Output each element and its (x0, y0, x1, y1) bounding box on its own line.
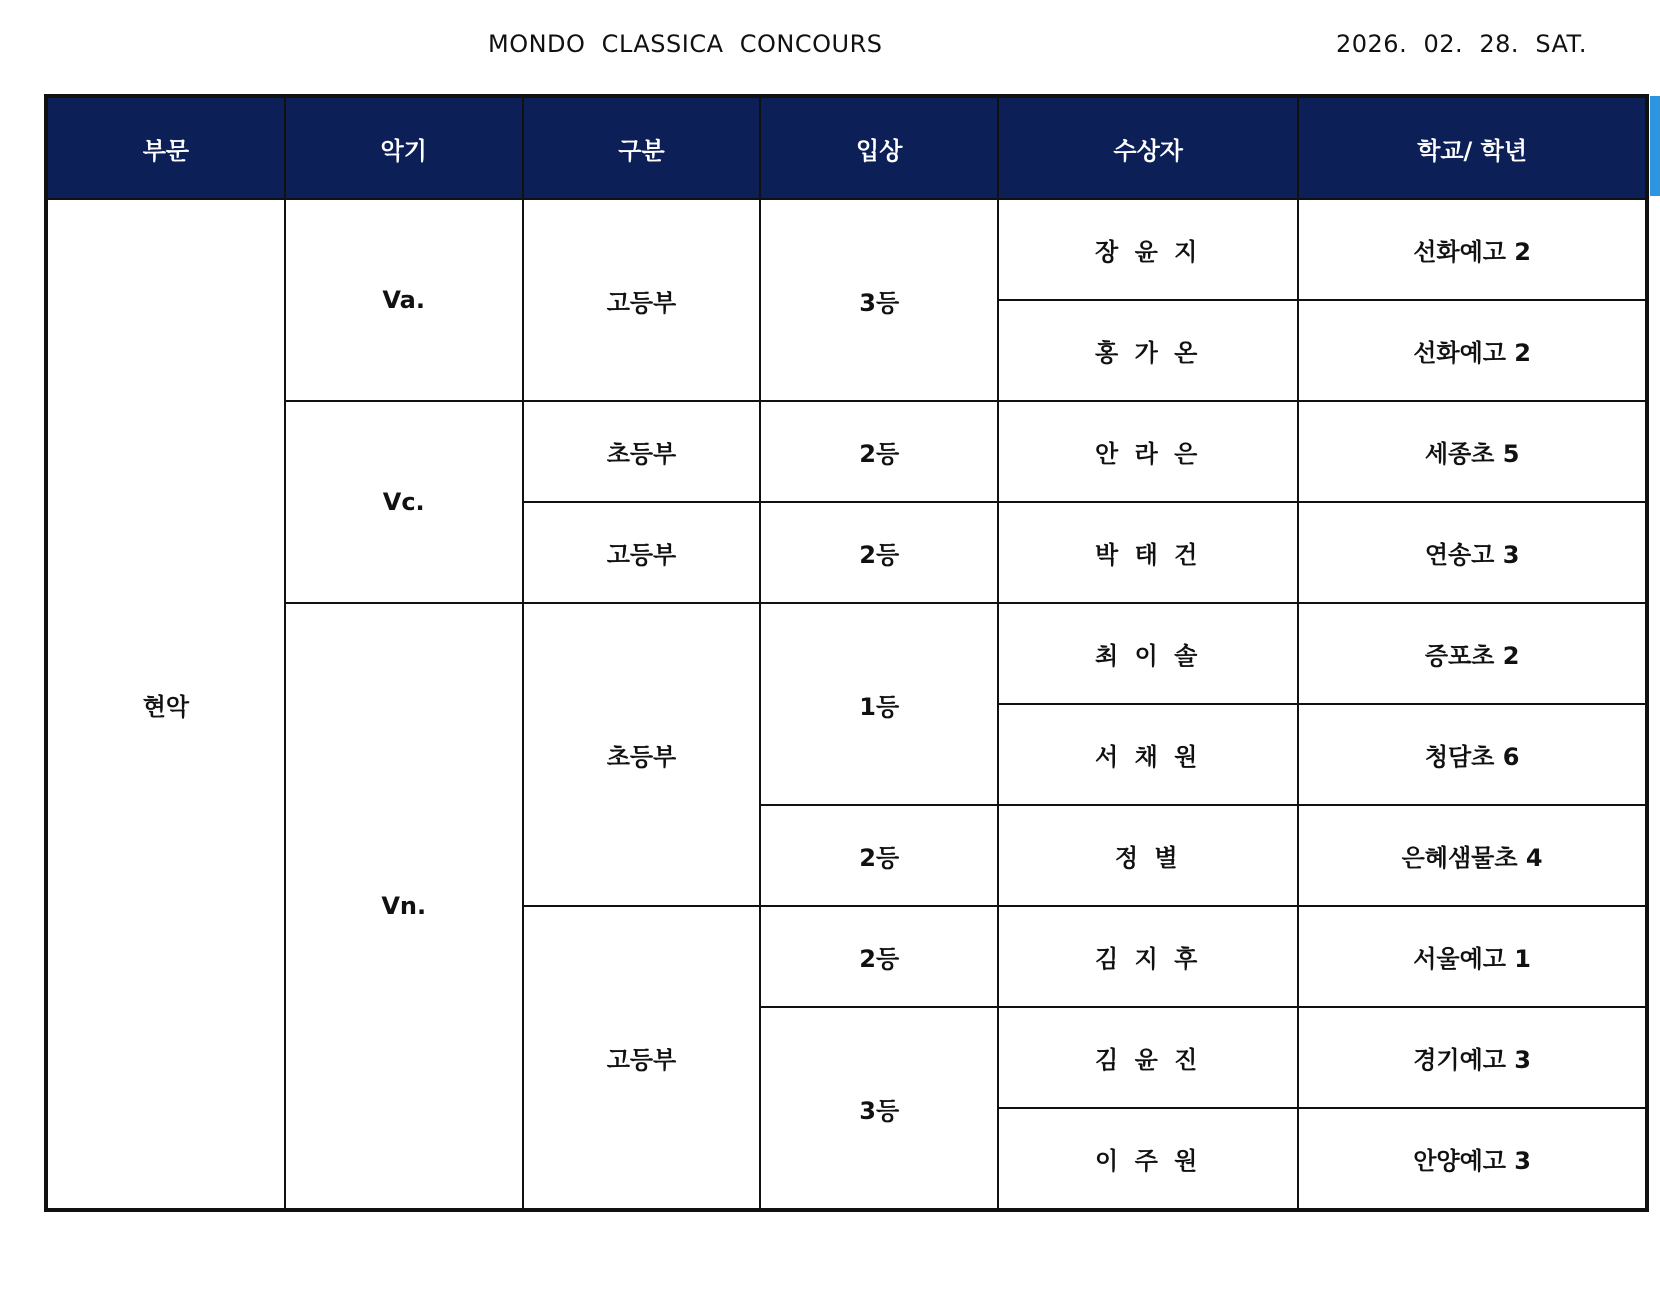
division-cell: 초등부 (523, 603, 761, 906)
event-date: 2026. 02. 28. SAT. (1336, 30, 1587, 58)
winner-cell: 최 이 솔 (998, 603, 1298, 704)
table-header-row (46, 96, 1647, 199)
event-title: MONDO CLASSICA CONCOURS (488, 30, 883, 58)
school-cell: 선화예고 2 (1298, 199, 1647, 300)
division-cell: 고등부 (523, 199, 761, 401)
column-header-division: 구분 (523, 96, 761, 199)
award-cell: 3등 (760, 1007, 998, 1210)
school-cell: 은혜샘물초 4 (1298, 805, 1647, 906)
column-header-category: 부문 (46, 96, 285, 199)
winner-cell: 박 태 건 (998, 502, 1298, 603)
page-header (0, 28, 1660, 64)
winner-cell: 김 윤 진 (998, 1007, 1298, 1108)
winner-cell: 김 지 후 (998, 906, 1298, 1007)
winner-cell: 홍 가 온 (998, 300, 1298, 401)
winner-cell: 정 별 (998, 805, 1298, 906)
results-table (44, 94, 1649, 1212)
school-cell: 증포초 2 (1298, 603, 1647, 704)
instrument-cell: Va. (285, 199, 523, 401)
winner-cell: 서 채 원 (998, 704, 1298, 805)
instrument-cell: Vc. (285, 401, 523, 603)
instrument-cell: Vn. (285, 603, 523, 1210)
division-cell: 고등부 (523, 906, 761, 1210)
award-cell: 1등 (760, 603, 998, 805)
school-cell: 세종초 5 (1298, 401, 1647, 502)
award-cell: 2등 (760, 805, 998, 906)
award-cell: 2등 (760, 401, 998, 502)
school-cell: 연송고 3 (1298, 502, 1647, 603)
winner-cell: 안 라 은 (998, 401, 1298, 502)
division-cell: 초등부 (523, 401, 761, 502)
table-row (46, 603, 1647, 704)
school-cell: 선화예고 2 (1298, 300, 1647, 401)
column-header-instrument: 악기 (285, 96, 523, 199)
column-header-winner: 수상자 (998, 96, 1298, 199)
award-cell: 3등 (760, 199, 998, 401)
school-cell: 안양예고 3 (1298, 1108, 1647, 1210)
category-cell: 현악 (46, 199, 285, 1210)
accent-strip (1650, 96, 1660, 196)
division-cell: 고등부 (523, 502, 761, 603)
table-row (46, 401, 1647, 502)
winner-cell: 장 윤 지 (998, 199, 1298, 300)
school-cell: 서울예고 1 (1298, 906, 1647, 1007)
school-cell: 경기예고 3 (1298, 1007, 1647, 1108)
award-cell: 2등 (760, 906, 998, 1007)
school-cell: 청담초 6 (1298, 704, 1647, 805)
table-row (46, 199, 1647, 300)
column-header-school: 학교/ 학년 (1298, 96, 1647, 199)
winner-cell: 이 주 원 (998, 1108, 1298, 1210)
award-cell: 2등 (760, 502, 998, 603)
column-header-award: 입상 (760, 96, 998, 199)
